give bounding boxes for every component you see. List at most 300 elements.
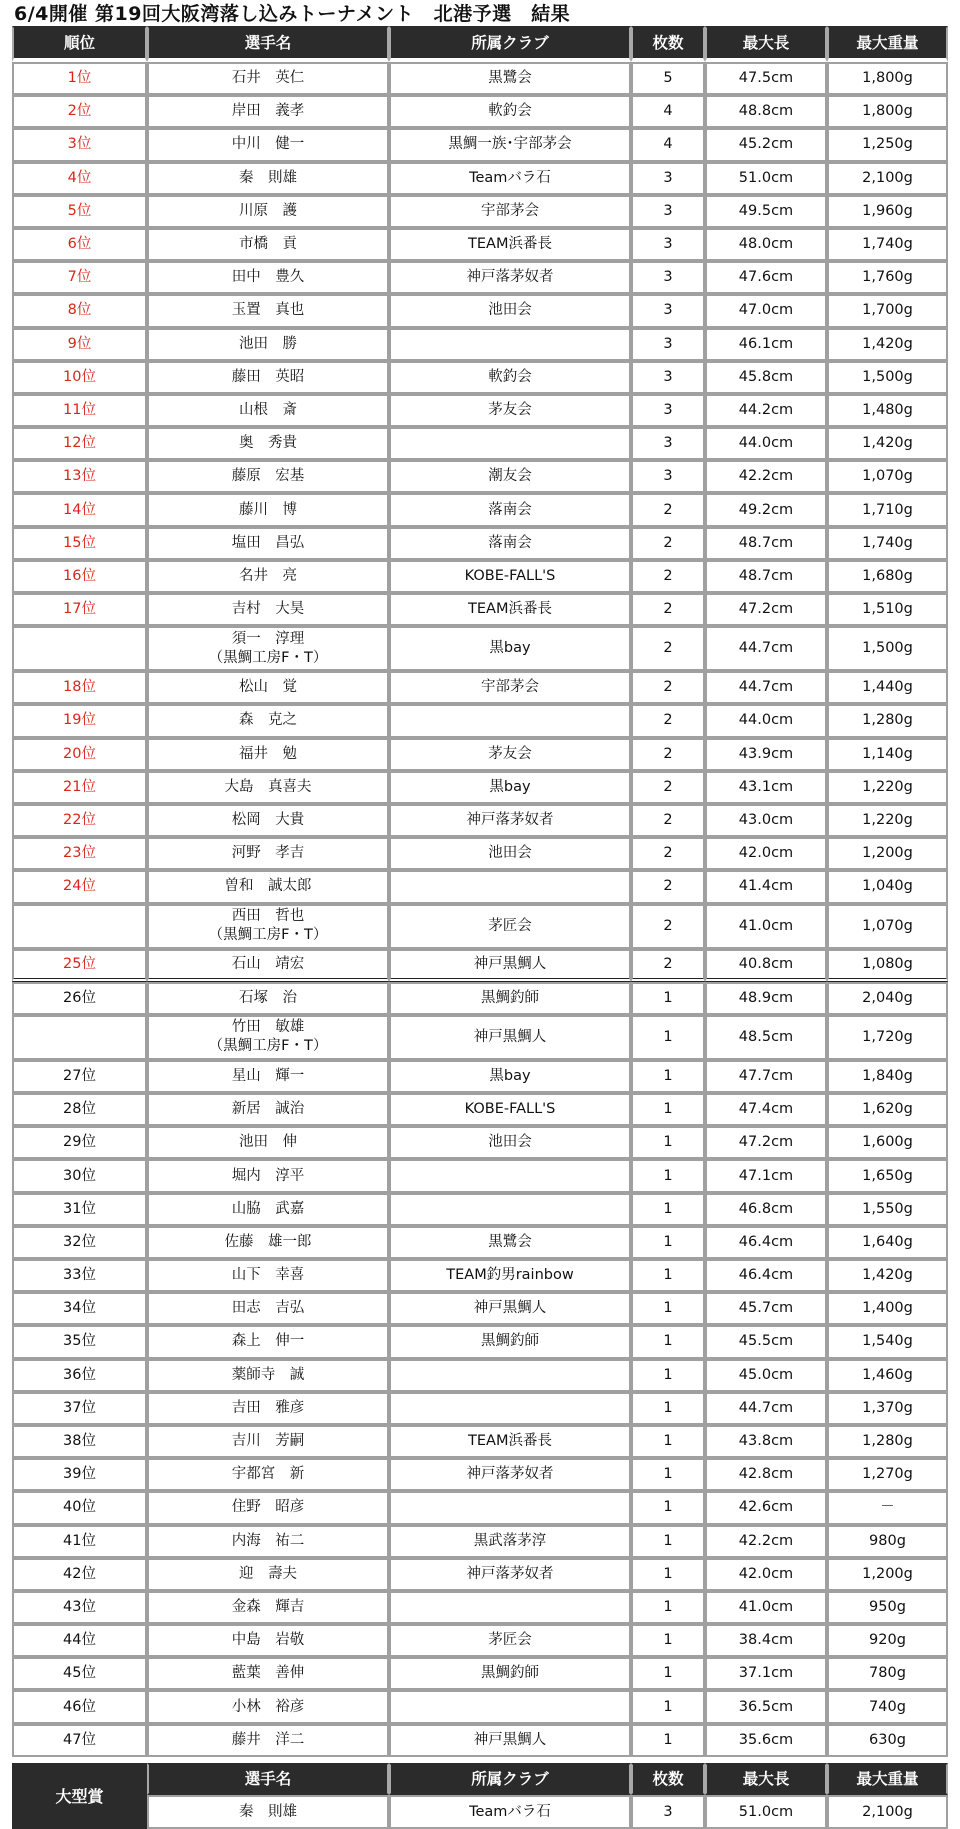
rank-cell: 16位 [12, 560, 147, 593]
club-cell [389, 1591, 631, 1624]
count-cell: 2 [631, 671, 705, 704]
club-cell: Teamバラ石 [389, 162, 631, 195]
max-length-cell: 47.4cm [705, 1093, 827, 1126]
count-cell: 3 [631, 427, 705, 460]
table-row [12, 1558, 948, 1591]
max-length-cell: 48.0cm [705, 228, 827, 261]
table-row [12, 1292, 948, 1325]
club-cell: 神戸落茅奴者 [389, 1458, 631, 1491]
count-cell: 1 [631, 1292, 705, 1325]
max-weight-cell: 1,220g [827, 804, 948, 837]
rank-cell: 31位 [12, 1193, 147, 1226]
name-cell [147, 1491, 389, 1524]
award-row [12, 1795, 948, 1829]
max-weight-cell: 1,070g [827, 460, 948, 493]
rank-cell: 10位 [12, 361, 147, 394]
rank-cell: 13位 [12, 460, 147, 493]
table-row [12, 626, 948, 671]
player-name: 吉村 大昊 [231, 601, 305, 618]
max-length-cell: 37.1cm [705, 1657, 827, 1690]
player-name: 藤川 博 [239, 501, 297, 518]
name-cell [147, 1015, 389, 1060]
count-cell: 1 [631, 1525, 705, 1558]
name-cell [147, 427, 389, 460]
club-cell: KOBE-FALL'S [389, 1093, 631, 1126]
table-row [12, 1591, 948, 1624]
award-column-header-club: 所属クラブ [389, 1763, 631, 1795]
award-max-weight: 2,100g [827, 1795, 948, 1829]
max-length-cell: 46.1cm [705, 328, 827, 361]
count-cell: 1 [631, 1060, 705, 1093]
table-row [12, 1060, 948, 1093]
club-cell: KOBE-FALL'S [389, 560, 631, 593]
player-name: 石山 靖宏 [231, 955, 305, 972]
name-cell [147, 837, 389, 870]
name-cell [147, 195, 389, 228]
column-header-club: 所属クラブ [389, 26, 631, 62]
max-weight-cell: 1,700g [827, 294, 948, 327]
rank-cell [12, 1015, 147, 1060]
player-name: 秦 則雄 [239, 169, 297, 186]
count-cell: 2 [631, 738, 705, 771]
name-cell [147, 527, 389, 560]
max-weight-cell: 740g [827, 1690, 948, 1723]
player-name: 須一 淳理 [231, 630, 305, 647]
max-weight-cell: 1,840g [827, 1060, 948, 1093]
player-name: 星山 輝一 [231, 1067, 305, 1084]
table-row [12, 593, 948, 626]
rank-cell: 24位 [12, 870, 147, 903]
max-weight-cell: 1,510g [827, 593, 948, 626]
max-weight-cell: 1,500g [827, 361, 948, 394]
max-weight-cell: 1,650g [827, 1159, 948, 1192]
club-cell: 黒bay [389, 1060, 631, 1093]
max-length-cell: 43.0cm [705, 804, 827, 837]
table-row [12, 1015, 948, 1060]
max-length-cell: 42.6cm [705, 1491, 827, 1524]
table-row [12, 394, 948, 427]
table-row [12, 949, 948, 982]
max-length-cell: 44.0cm [705, 427, 827, 460]
count-cell: 5 [631, 62, 705, 95]
max-weight-cell: 1,280g [827, 1425, 948, 1458]
award-column-header-count: 枚数 [631, 1763, 705, 1795]
max-weight-cell: 630g [827, 1724, 948, 1757]
name-cell [147, 1359, 389, 1392]
player-name: 薬師寺 誠 [231, 1366, 305, 1383]
count-cell: 4 [631, 128, 705, 161]
club-cell: 軟釣会 [389, 95, 631, 128]
name-cell [147, 1093, 389, 1126]
player-name: 池田 勝 [239, 335, 297, 352]
rank-cell: 42位 [12, 1558, 147, 1591]
club-cell: 神戸黒鯛人 [389, 1724, 631, 1757]
club-cell [389, 1193, 631, 1226]
rank-cell: 30位 [12, 1159, 147, 1192]
rank-cell: 6位 [12, 228, 147, 261]
rank-cell: 20位 [12, 738, 147, 771]
player-name: 森 克之 [239, 712, 297, 729]
player-name: 金森 輝吉 [231, 1598, 305, 1615]
table-row [12, 1359, 948, 1392]
club-cell: 宇部茅会 [389, 671, 631, 704]
club-cell: 茅匠会 [389, 1624, 631, 1657]
award-column-header-max-length: 最大長 [705, 1763, 827, 1795]
count-cell: 2 [631, 704, 705, 737]
name-cell [147, 1226, 389, 1259]
count-cell: 4 [631, 95, 705, 128]
table-row [12, 162, 948, 195]
max-weight-cell: 1,270g [827, 1458, 948, 1491]
max-weight-cell: 1,370g [827, 1392, 948, 1425]
player-name: 藤井 洋二 [231, 1731, 305, 1748]
max-weight-cell: 980g [827, 1525, 948, 1558]
count-cell: 3 [631, 195, 705, 228]
rank-cell: 22位 [12, 804, 147, 837]
name-cell [147, 1259, 389, 1292]
max-weight-cell: 1,200g [827, 1558, 948, 1591]
rank-cell: 25位 [12, 949, 147, 982]
club-cell: 神戸落茅奴者 [389, 804, 631, 837]
player-name: 宇都宮 新 [231, 1466, 305, 1483]
name-cell [147, 1325, 389, 1358]
rank-cell: 43位 [12, 1591, 147, 1624]
count-cell: 1 [631, 1724, 705, 1757]
club-cell: 黒bay [389, 771, 631, 804]
rank-cell: 45位 [12, 1657, 147, 1690]
max-weight-cell: 2,040g [827, 982, 948, 1015]
table-row [12, 870, 948, 903]
rank-cell: 38位 [12, 1425, 147, 1458]
name-cell [147, 738, 389, 771]
name-cell [147, 560, 389, 593]
count-cell: 1 [631, 1325, 705, 1358]
name-cell [147, 1458, 389, 1491]
count-cell: 3 [631, 328, 705, 361]
award-club: Teamバラ石 [389, 1795, 631, 1829]
rank-cell: 7位 [12, 261, 147, 294]
table-row [12, 1226, 948, 1259]
player-name: 名井 亮 [239, 567, 297, 584]
max-weight-cell: 1,710g [827, 493, 948, 526]
max-weight-cell: 1,140g [827, 738, 948, 771]
count-cell: 1 [631, 1126, 705, 1159]
table-row [12, 1259, 948, 1292]
max-weight-cell: 1,640g [827, 1226, 948, 1259]
table-row [12, 837, 948, 870]
count-cell: 1 [631, 1226, 705, 1259]
max-length-cell: 42.2cm [705, 1525, 827, 1558]
club-cell: TEAM釣男rainbow [389, 1259, 631, 1292]
max-weight-cell: 1,280g [827, 704, 948, 737]
max-weight-cell: 2,100g [827, 162, 948, 195]
player-name: 内海 祐二 [231, 1532, 305, 1549]
max-weight-cell: 1,960g [827, 195, 948, 228]
player-name: 住野 昭彦 [231, 1499, 305, 1516]
table-row [12, 560, 948, 593]
name-cell [147, 62, 389, 95]
club-cell [389, 1159, 631, 1192]
name-cell [147, 626, 389, 671]
name-cell [147, 704, 389, 737]
name-cell [147, 1525, 389, 1558]
max-length-cell: 40.8cm [705, 949, 827, 982]
rank-cell: 36位 [12, 1359, 147, 1392]
rank-cell: 19位 [12, 704, 147, 737]
award-label: 大型賞 [12, 1763, 147, 1829]
results-table [12, 26, 948, 1757]
club-cell: 池田会 [389, 294, 631, 327]
name-cell [147, 1292, 389, 1325]
max-length-cell: 44.2cm [705, 394, 827, 427]
max-length-cell: 47.7cm [705, 1060, 827, 1093]
max-length-cell: 48.7cm [705, 527, 827, 560]
club-cell: TEAM浜番長 [389, 228, 631, 261]
table-row [12, 1425, 948, 1458]
max-weight-cell: 1,740g [827, 527, 948, 560]
name-cell [147, 1591, 389, 1624]
count-cell: 1 [631, 1015, 705, 1060]
count-cell: 1 [631, 1657, 705, 1690]
max-length-cell: 43.8cm [705, 1425, 827, 1458]
rank-cell: 3位 [12, 128, 147, 161]
max-weight-cell: 950g [827, 1591, 948, 1624]
award-table [12, 1763, 948, 1829]
club-cell: 黒武落茅淳 [389, 1525, 631, 1558]
club-cell: 神戸黒鯛人 [389, 1015, 631, 1060]
player-name: 岸田 義孝 [231, 103, 305, 120]
table-row [12, 361, 948, 394]
player-name: 松山 覚 [239, 679, 297, 696]
max-length-cell: 45.8cm [705, 361, 827, 394]
table-row [12, 1657, 948, 1690]
max-length-cell: 36.5cm [705, 1690, 827, 1723]
player-name: 曽和 誠太郎 [224, 878, 312, 895]
results-header-row [12, 26, 948, 62]
table-row [12, 982, 948, 1015]
name-cell [147, 593, 389, 626]
rank-cell: 37位 [12, 1392, 147, 1425]
award-column-header-name: 選手名 [147, 1763, 389, 1795]
player-name: 大島 真喜夫 [224, 778, 312, 795]
max-weight-cell: 1,680g [827, 560, 948, 593]
max-length-cell: 47.1cm [705, 1159, 827, 1192]
name-cell [147, 95, 389, 128]
player-name: 市橋 貢 [239, 236, 297, 253]
name-cell [147, 870, 389, 903]
name-cell [147, 1558, 389, 1591]
club-cell: 潮友会 [389, 460, 631, 493]
max-length-cell: 48.7cm [705, 560, 827, 593]
name-cell [147, 1624, 389, 1657]
max-length-cell: 44.7cm [705, 626, 827, 671]
player-name: 塩田 昌弘 [231, 534, 305, 551]
player-name: 川原 護 [239, 202, 297, 219]
max-weight-cell: 1,480g [827, 394, 948, 427]
max-length-cell: 43.1cm [705, 771, 827, 804]
table-row [12, 738, 948, 771]
award-max-length: 51.0cm [705, 1795, 827, 1829]
count-cell: 1 [631, 1558, 705, 1591]
club-cell [389, 328, 631, 361]
club-cell [389, 1392, 631, 1425]
name-cell [147, 671, 389, 704]
max-weight-cell: 1,220g [827, 771, 948, 804]
club-cell: 池田会 [389, 837, 631, 870]
player-name: 堀内 淳平 [231, 1167, 305, 1184]
name-cell [147, 1657, 389, 1690]
max-length-cell: 42.2cm [705, 460, 827, 493]
player-name: 吉川 芳嗣 [231, 1433, 305, 1450]
club-cell: 黒鯛釣師 [389, 982, 631, 1015]
player-name: 竹田 敏雄 [231, 1019, 305, 1036]
table-row [12, 1392, 948, 1425]
rank-cell: 40位 [12, 1491, 147, 1524]
max-length-cell: 46.4cm [705, 1226, 827, 1259]
name-cell [147, 228, 389, 261]
column-header-max-length: 最大長 [705, 26, 827, 62]
max-length-cell: 49.5cm [705, 195, 827, 228]
max-weight-cell: 1,250g [827, 128, 948, 161]
max-weight-cell: 1,800g [827, 95, 948, 128]
club-cell [389, 1491, 631, 1524]
award-name: 秦 則雄 [147, 1795, 389, 1829]
table-row [12, 1159, 948, 1192]
table-row [12, 1126, 948, 1159]
page-title: 6/4開催 第19回大阪湾落し込みトーナメント 北港予選 結果 [14, 3, 571, 25]
club-cell: 茅友会 [389, 394, 631, 427]
name-cell [147, 261, 389, 294]
table-row [12, 1458, 948, 1491]
max-weight-cell: 920g [827, 1624, 948, 1657]
name-cell [147, 804, 389, 837]
max-length-cell: 44.7cm [705, 671, 827, 704]
name-cell [147, 328, 389, 361]
name-cell [147, 1724, 389, 1757]
player-name: 迎 壽夫 [239, 1565, 297, 1582]
name-cell [147, 1126, 389, 1159]
award-count: 3 [631, 1795, 705, 1829]
max-weight-cell: 1,400g [827, 1292, 948, 1325]
max-weight-cell: 1,080g [827, 949, 948, 982]
max-weight-cell: 1,620g [827, 1093, 948, 1126]
name-cell [147, 1690, 389, 1723]
name-cell [147, 1193, 389, 1226]
max-weight-cell: 1,600g [827, 1126, 948, 1159]
club-cell: 神戸黒鯛人 [389, 1292, 631, 1325]
name-cell [147, 949, 389, 982]
table-row [12, 771, 948, 804]
rank-cell: 9位 [12, 328, 147, 361]
player-name: 吉田 雅彦 [231, 1399, 305, 1416]
count-cell: 1 [631, 1458, 705, 1491]
rank-cell: 41位 [12, 1525, 147, 1558]
player-name: 河野 孝吉 [231, 845, 305, 862]
rank-cell [12, 626, 147, 671]
club-cell: 落南会 [389, 527, 631, 560]
name-cell [147, 361, 389, 394]
max-length-cell: 45.5cm [705, 1325, 827, 1358]
max-weight-cell: 1,440g [827, 671, 948, 704]
count-cell: 1 [631, 1491, 705, 1524]
max-length-cell: 44.7cm [705, 1392, 827, 1425]
max-weight-cell: 1,420g [827, 427, 948, 460]
club-cell [389, 870, 631, 903]
player-affiliation: （黒鯛工房F・T） [208, 1038, 328, 1055]
column-header-name: 選手名 [147, 26, 389, 62]
rank-cell: 12位 [12, 427, 147, 460]
club-cell: 宇部茅会 [389, 195, 631, 228]
club-cell: 黒鯛釣師 [389, 1657, 631, 1690]
column-header-rank: 順位 [12, 26, 147, 62]
count-cell: 1 [631, 1591, 705, 1624]
rank-cell: 47位 [12, 1724, 147, 1757]
max-weight-cell: 1,720g [827, 1015, 948, 1060]
name-cell [147, 1425, 389, 1458]
max-length-cell: 47.5cm [705, 62, 827, 95]
player-name: 小林 裕彦 [231, 1698, 305, 1715]
table-row [12, 904, 948, 949]
max-weight-cell: 1,460g [827, 1359, 948, 1392]
count-cell: 1 [631, 1259, 705, 1292]
max-length-cell: 42.0cm [705, 1558, 827, 1591]
rank-cell: 8位 [12, 294, 147, 327]
club-cell [389, 704, 631, 737]
rank-cell: 14位 [12, 493, 147, 526]
max-length-cell: 45.2cm [705, 128, 827, 161]
club-cell: 黒鯛一族･宇部茅会 [389, 128, 631, 161]
max-length-cell: 48.5cm [705, 1015, 827, 1060]
table-row [12, 328, 948, 361]
table-row [12, 1624, 948, 1657]
club-cell: 池田会 [389, 1126, 631, 1159]
count-cell: 1 [631, 1193, 705, 1226]
rank-cell: 17位 [12, 593, 147, 626]
count-cell: 3 [631, 460, 705, 493]
table-row [12, 427, 948, 460]
table-row [12, 493, 948, 526]
club-cell: 落南会 [389, 493, 631, 526]
rank-cell: 32位 [12, 1226, 147, 1259]
table-row [12, 195, 948, 228]
rank-cell: 33位 [12, 1259, 147, 1292]
table-row [12, 1325, 948, 1358]
column-header-max-weight: 最大重量 [827, 26, 948, 62]
max-length-cell: 42.8cm [705, 1458, 827, 1491]
rank-cell [12, 904, 147, 949]
club-cell: 茅匠会 [389, 904, 631, 949]
max-weight-cell: 1,040g [827, 870, 948, 903]
count-cell: 3 [631, 162, 705, 195]
player-name: 石井 英仁 [231, 70, 305, 87]
rank-cell: 5位 [12, 195, 147, 228]
club-cell: 神戸落茅奴者 [389, 1558, 631, 1591]
count-cell: 3 [631, 228, 705, 261]
max-length-cell: 45.7cm [705, 1292, 827, 1325]
max-weight-cell: 1,550g [827, 1193, 948, 1226]
name-cell [147, 128, 389, 161]
name-cell [147, 294, 389, 327]
table-row [12, 294, 948, 327]
max-length-cell: 42.0cm [705, 837, 827, 870]
count-cell: 3 [631, 261, 705, 294]
player-name: 玉置 真也 [231, 302, 305, 319]
player-name: 藤原 宏基 [231, 468, 305, 485]
table-row [12, 1690, 948, 1723]
rank-cell: 26位 [12, 982, 147, 1015]
count-cell: 2 [631, 870, 705, 903]
count-cell: 2 [631, 804, 705, 837]
